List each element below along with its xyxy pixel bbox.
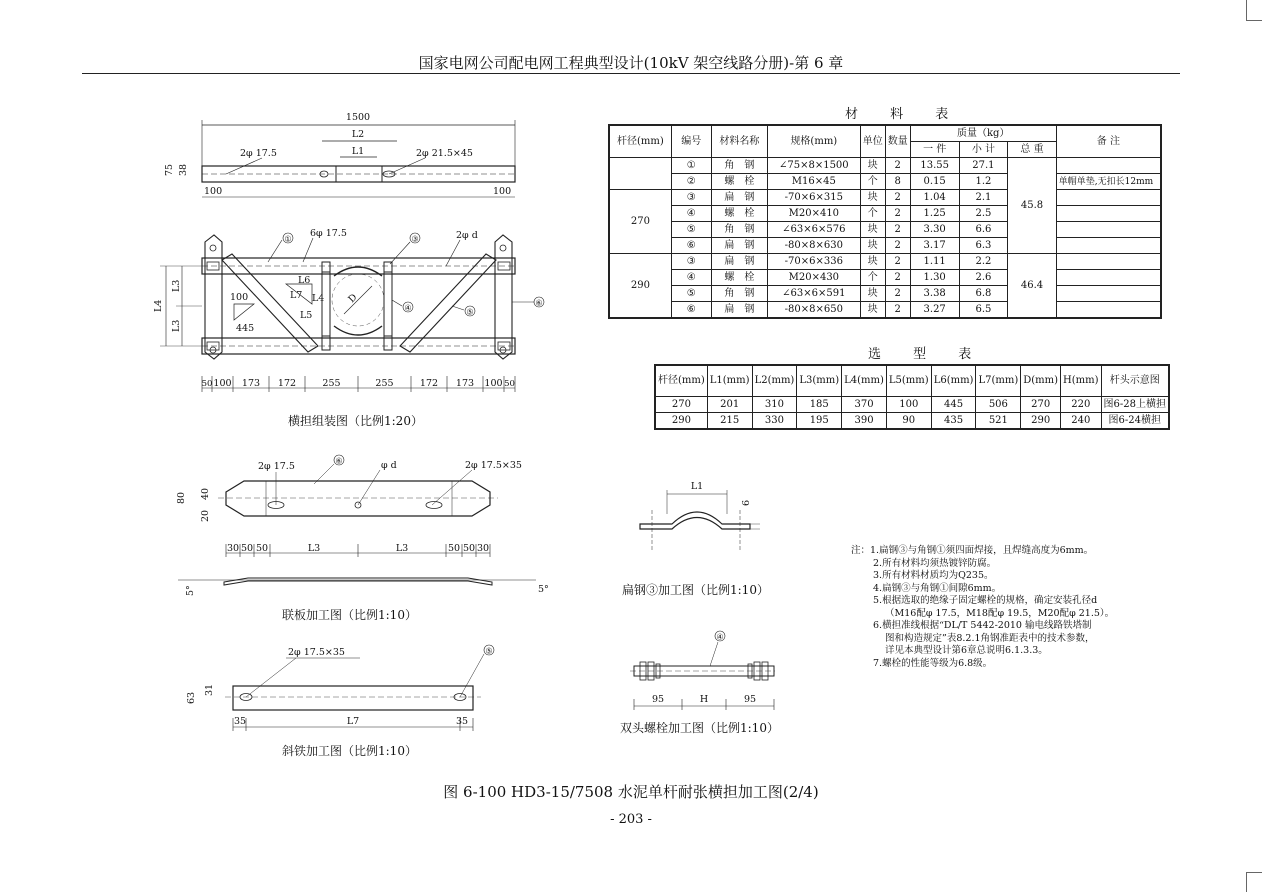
hole-label: 2φ 17.5 — [258, 461, 295, 472]
table-cell: 1.30 — [910, 270, 959, 286]
col-header: D(mm) — [1021, 365, 1061, 397]
col-header: L7(mm) — [976, 365, 1021, 397]
table-cell: 个 — [860, 174, 885, 190]
dim-100: 100 — [230, 292, 249, 303]
callout-3: ③ — [411, 234, 419, 244]
caption-stud-bolt: 双头螺栓加工图（比例1:10） — [620, 721, 779, 735]
table-header-row — [655, 365, 1169, 397]
dim-label: L3 — [395, 543, 409, 554]
border-mark — [1246, 872, 1262, 873]
dim-L3: L3 — [171, 279, 182, 292]
table-cell — [1056, 190, 1161, 206]
table-cell: 2 — [885, 286, 910, 302]
table-cell: 445 — [931, 397, 976, 413]
table-cell: -70×6×336 — [767, 254, 860, 270]
table-cell: 2 — [885, 302, 910, 319]
col-header: 材料名称 — [711, 125, 767, 158]
table-cell — [609, 158, 671, 190]
col-header: L5(mm) — [886, 365, 931, 397]
material-table-title: 材 料 表 — [845, 107, 963, 122]
table-cell: 块 — [860, 190, 885, 206]
col-header: L6(mm) — [931, 365, 976, 397]
table-cell: 角 钢 — [711, 158, 767, 174]
link-plate-dims — [226, 543, 490, 557]
note-line: （M16配φ 17.5，M18配φ 19.5，M20配φ 21.5）。 — [885, 607, 1115, 619]
note-line: 图和构造规定”表8.2.1角钢准距表中的技术参数， — [885, 632, 1095, 644]
hole-label: 2φ 21.5×45 — [416, 148, 473, 159]
col-header: 规格(mm) — [767, 125, 860, 158]
table-cell — [1056, 286, 1161, 302]
hole-label: φ d — [381, 460, 397, 471]
border-mark — [1246, 872, 1247, 892]
table-cell: ∠63×6×576 — [767, 222, 860, 238]
dim-L1: L1 — [690, 481, 704, 492]
table-cell: 角 钢 — [711, 222, 767, 238]
caption-assembly: 横担组装图（比例1:20） — [288, 414, 423, 428]
callout-6: ⑥ — [335, 456, 343, 466]
table-cell: -80×8×630 — [767, 238, 860, 254]
table-cell — [1056, 222, 1161, 238]
table-cell: 图6-28上横担 — [1101, 397, 1169, 413]
angle-5: 5° — [185, 585, 196, 596]
callout-5: ⑤ — [485, 646, 493, 656]
brace-view — [186, 645, 494, 731]
table-cell: ④ — [671, 270, 711, 286]
dim-L2: L2 — [351, 129, 365, 140]
table-cell: 290 — [655, 413, 707, 430]
table-cell: 个 — [860, 270, 885, 286]
callout-6: ⑥ — [535, 298, 543, 308]
table-cell: 0.15 — [910, 174, 959, 190]
dim-L5: L5 — [300, 310, 313, 321]
table-cell: 45.8 — [1008, 158, 1057, 254]
table-cell: 435 — [931, 413, 976, 430]
table-cell: 390 — [842, 413, 887, 430]
table-cell: 90 — [886, 413, 931, 430]
table-cell: 2 — [885, 238, 910, 254]
dim-100: 100 — [204, 186, 223, 197]
table-cell: ⑤ — [671, 222, 711, 238]
table-cell: ③ — [671, 190, 711, 206]
table-row — [609, 222, 1161, 238]
caption-link-plate: 联板加工图（比例1:10） — [282, 608, 417, 622]
table-cell: M20×430 — [767, 270, 860, 286]
dim-1500: 1500 — [345, 112, 371, 123]
dim-label: 173 — [241, 378, 261, 389]
table-cell: 506 — [976, 397, 1021, 413]
dim-L7: L7 — [290, 290, 303, 301]
dim-75: 75 — [164, 163, 175, 176]
table-cell: ④ — [671, 206, 711, 222]
table-cell: 27.1 — [959, 158, 1008, 174]
table-cell: ⑤ — [671, 286, 711, 302]
flat-steel-view — [640, 481, 760, 550]
table-cell: 2.2 — [959, 254, 1008, 270]
col-header: 编号 — [671, 125, 711, 158]
selection-table-title: 选 型 表 — [868, 347, 986, 362]
table-cell: 2.1 — [959, 190, 1008, 206]
col-header: 杆径(mm) — [609, 125, 671, 158]
assembly-view — [153, 228, 544, 392]
dim-label: L3 — [307, 543, 321, 554]
table-cell: 1.04 — [910, 190, 959, 206]
table-cell: 46.4 — [1008, 254, 1057, 319]
table-cell: 1.25 — [910, 206, 959, 222]
stud-bolt-dims — [620, 690, 790, 720]
caption-brace: 斜铁加工图（比例1:10） — [282, 744, 417, 758]
table-cell: 2.5 — [959, 206, 1008, 222]
dim-L4: L4 — [153, 299, 164, 312]
caption-flat-steel: 扁钢③加工图（比例1:10） — [622, 583, 769, 597]
table-cell: 螺 栓 — [711, 206, 767, 222]
dim-80: 80 — [176, 491, 187, 504]
col-header: 杆头示意图 — [1101, 365, 1169, 397]
table-cell: ⑥ — [671, 302, 711, 319]
dim-31: 31 — [204, 683, 215, 696]
table-cell: 3.27 — [910, 302, 959, 319]
table-cell: 扁 钢 — [711, 238, 767, 254]
table-cell: 角 钢 — [711, 286, 767, 302]
callout-4: ④ — [404, 303, 412, 313]
dim-label: 255 — [375, 378, 394, 389]
table-cell — [1056, 238, 1161, 254]
table-cell: ⑥ — [671, 238, 711, 254]
table-cell: 310 — [752, 397, 797, 413]
dim-L1: L1 — [351, 146, 365, 157]
table-cell — [1056, 206, 1161, 222]
note-line: 4.扁钢③与角钢①间隙6mm。 — [873, 582, 1002, 594]
dim-label: 172 — [277, 378, 297, 389]
table-cell: 2 — [885, 270, 910, 286]
drawings-right — [600, 470, 830, 690]
table-cell: 1.2 — [959, 174, 1008, 190]
note-line: 2.所有材料均须热镀锌防腐。 — [873, 557, 997, 569]
table-cell: 块 — [860, 302, 885, 319]
hole-label: 2φ 17.5×35 — [465, 460, 522, 471]
table-row — [609, 158, 1161, 174]
table-cell: 1.11 — [910, 254, 959, 270]
figure-title: 图 6-100 HD3-15/7508 水泥单杆耐张横担加工图(2/4) — [443, 783, 819, 801]
hole-label: 2φ 17.5×35 — [288, 647, 345, 658]
table-cell: 3.30 — [910, 222, 959, 238]
dim-L6: L6 — [298, 275, 311, 286]
dim-38: 38 — [178, 163, 189, 176]
table-cell: 块 — [860, 286, 885, 302]
table-cell: 2 — [885, 190, 910, 206]
table-cell: 185 — [797, 397, 842, 413]
table-cell: 330 — [752, 413, 797, 430]
table-cell: 2 — [885, 158, 910, 174]
table-cell: 块 — [860, 254, 885, 270]
dim-label: 50 — [201, 379, 213, 389]
table-cell: M16×45 — [767, 174, 860, 190]
note-line: 3.所有材料材质均为Q235。 — [873, 570, 994, 581]
table-cell: 扁 钢 — [711, 302, 767, 319]
dim-label: 100 — [213, 378, 232, 389]
table-cell: 270 — [609, 190, 671, 254]
table-row — [609, 190, 1161, 206]
table-cell: 螺 栓 — [711, 270, 767, 286]
stud-bolt-view — [630, 631, 775, 680]
dim-95: 95 — [651, 694, 665, 705]
hole-label: 6φ 17.5 — [310, 228, 347, 239]
callout-1: ① — [284, 234, 292, 244]
table-cell — [1056, 158, 1161, 174]
dim-label: 50 — [447, 543, 461, 554]
col-header: L1(mm) — [707, 365, 752, 397]
table-cell: 块 — [860, 158, 885, 174]
table-cell: 2 — [885, 206, 910, 222]
table-cell: 8 — [885, 174, 910, 190]
table-cell: ② — [671, 174, 711, 190]
table-cell: 290 — [609, 254, 671, 319]
table-cell: 6.6 — [959, 222, 1008, 238]
dim-H: H — [699, 694, 709, 705]
table-cell: 240 — [1061, 413, 1102, 430]
table-cell: 270 — [1021, 397, 1061, 413]
drawings-left — [0, 0, 620, 780]
table-row — [609, 174, 1161, 190]
dim-35: 35 — [234, 716, 247, 727]
page-header: 国家电网公司配电网工程典型设计(10kV 架空线路分册)-第 6 章 — [418, 54, 844, 72]
dim-20: 20 — [200, 509, 211, 522]
table-cell: 单帽单垫,无扣长12mm — [1056, 174, 1161, 190]
border-mark — [1246, 0, 1247, 20]
table-cell: 块 — [860, 222, 885, 238]
col-header: H(mm) — [1061, 365, 1102, 397]
hole-label: 2φ 17.5 — [240, 148, 277, 159]
table-cell: 6.5 — [959, 302, 1008, 319]
dim-35: 35 — [456, 716, 469, 727]
table-cell: 块 — [860, 238, 885, 254]
table-cell: 扁 钢 — [711, 190, 767, 206]
col-header: 备 注 — [1056, 125, 1161, 158]
table-cell: 3.17 — [910, 238, 959, 254]
note-line: 注：1.扁钢③与角钢①须四面焊接，且焊缝高度为6mm。 — [851, 545, 1094, 556]
table-cell: 521 — [976, 413, 1021, 430]
angle-5: 5° — [538, 584, 549, 595]
table-row — [609, 286, 1161, 302]
table-cell: 2 — [885, 222, 910, 238]
dim-L3: L3 — [171, 319, 182, 332]
table-cell: 215 — [707, 413, 752, 430]
table-row — [609, 206, 1161, 222]
col-header: 单位 — [860, 125, 885, 158]
table-cell: 370 — [842, 397, 887, 413]
table-cell: 290 — [1021, 413, 1061, 430]
dim-label: 50 — [504, 379, 515, 389]
table-cell: M20×410 — [767, 206, 860, 222]
table-cell: 螺 栓 — [711, 174, 767, 190]
table-cell: 6.3 — [959, 238, 1008, 254]
dim-445: 445 — [236, 323, 255, 334]
border-mark — [1246, 20, 1262, 21]
material-table — [608, 124, 1162, 319]
note-line: 7.螺栓的性能等级为6.8级。 — [873, 657, 993, 669]
dim-63: 63 — [186, 691, 197, 704]
notes — [851, 545, 1114, 670]
dim-L7: L7 — [346, 716, 360, 727]
note-line: 5.根据选取的绝缘子固定螺栓的规格，确定安装孔径d — [873, 595, 1098, 606]
table-cell: 扁 钢 — [711, 254, 767, 270]
table-row — [655, 413, 1169, 430]
table-cell: 270 — [655, 397, 707, 413]
note-line: 详见本典型设计第6章总说明6.1.3.3。 — [885, 645, 1048, 656]
table-cell: 6.8 — [959, 286, 1008, 302]
dim-100: 100 — [493, 186, 512, 197]
callout-5: ⑤ — [466, 307, 474, 317]
table-row — [609, 238, 1161, 254]
table-cell — [1056, 254, 1161, 270]
table-cell: ∠63×6×591 — [767, 286, 860, 302]
table-row — [609, 254, 1161, 270]
dim-label: 30 — [226, 543, 240, 554]
table-cell: 个 — [860, 206, 885, 222]
table-cell: -80×8×650 — [767, 302, 860, 319]
table-cell: 2.6 — [959, 270, 1008, 286]
table-cell: 13.55 — [910, 158, 959, 174]
dim-label: 50 — [255, 543, 269, 554]
hole-label: 2φ d — [456, 230, 478, 241]
top-view — [164, 112, 515, 197]
table-cell: ① — [671, 158, 711, 174]
dim-95: 95 — [743, 694, 757, 705]
col-header: 杆径(mm) — [655, 365, 707, 397]
col-header: 总 重 — [1008, 142, 1057, 158]
table-row — [609, 302, 1161, 319]
table-cell: 195 — [797, 413, 842, 430]
table-cell: ∠75×8×1500 — [767, 158, 860, 174]
dim-label: 50 — [462, 543, 476, 554]
col-header: 质量（kg） — [910, 125, 1056, 142]
dim-6: 6 — [741, 499, 752, 506]
table-cell: 2 — [885, 254, 910, 270]
table-cell — [1056, 270, 1161, 286]
col-header: L3(mm) — [797, 365, 842, 397]
selection-table — [654, 364, 1170, 430]
table-row — [655, 397, 1169, 413]
dim-L4: L4 — [312, 293, 325, 304]
col-header: 数量 — [885, 125, 910, 158]
table-cell: 220 — [1061, 397, 1102, 413]
note-line: 6.横担准线根据“DL/T 5442-2010 输电线路铁塔制 — [873, 620, 1092, 631]
dim-label: 100 — [484, 378, 503, 389]
dim-D: D — [346, 291, 360, 306]
table-row — [609, 270, 1161, 286]
dim-label: 173 — [455, 378, 475, 389]
table-cell: 图6-24横担 — [1101, 413, 1169, 430]
col-header: 一 件 — [910, 142, 959, 158]
table-cell: 3.38 — [910, 286, 959, 302]
col-header: 小 计 — [959, 142, 1008, 158]
table-cell: 100 — [886, 397, 931, 413]
link-plate-view — [176, 455, 549, 596]
dim-label: 30 — [476, 543, 490, 554]
dim-40: 40 — [200, 487, 211, 500]
table-cell: 201 — [707, 397, 752, 413]
dim-label: 50 — [240, 543, 254, 554]
col-header: L2(mm) — [752, 365, 797, 397]
table-cell: ③ — [671, 254, 711, 270]
table-cell: -70×6×315 — [767, 190, 860, 206]
dim-label: 255 — [322, 378, 341, 389]
callout-4: ④ — [716, 632, 724, 642]
table-cell — [1056, 302, 1161, 319]
col-header: L4(mm) — [842, 365, 887, 397]
page-number: - 203 - — [610, 812, 652, 827]
dim-label: 172 — [419, 378, 439, 389]
